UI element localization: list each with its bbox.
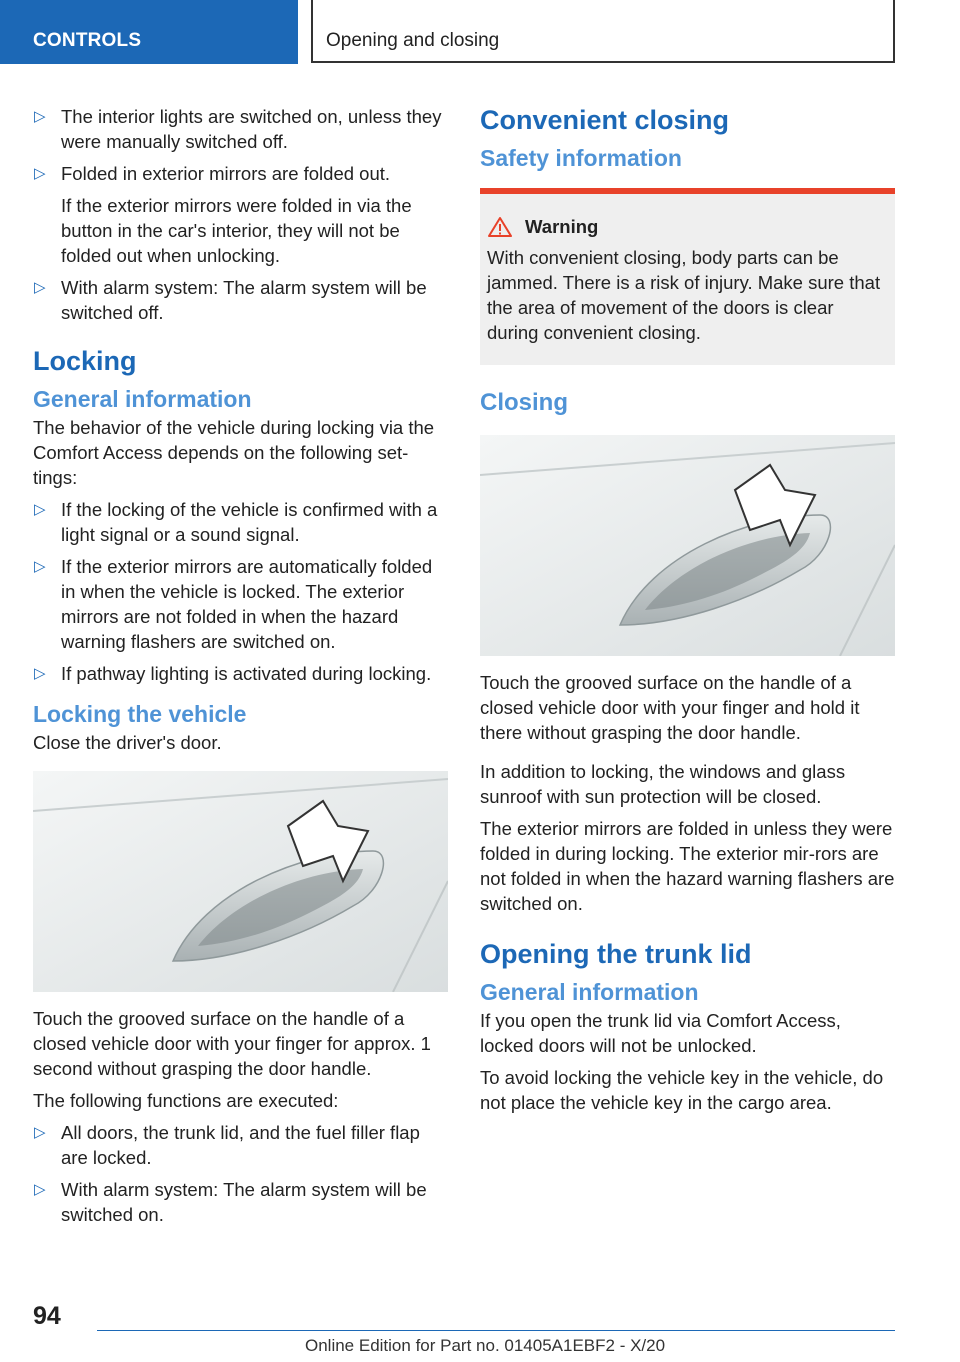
- trunk-general-heading: General information: [480, 979, 699, 1005]
- list-item: ▷ The interior lights are switched on, unless they were manually switched off.: [34, 106, 442, 152]
- footer-edition: Online Edition for Part no. 01405A1EBF2 - X/20: [305, 1336, 666, 1355]
- triangle-bullet-icon: ▷: [34, 108, 46, 125]
- locking-vehicle-text: Close the driver's door.: [33, 732, 222, 753]
- triangle-bullet-icon: ▷: [34, 665, 46, 682]
- triangle-bullet-icon: ▷: [34, 558, 46, 575]
- triangle-bullet-icon: ▷: [34, 501, 46, 518]
- closing-windows-text: In addition to locking, the windows and glass sunroof with sun protection will be closed.: [480, 761, 846, 807]
- right-column: [480, 104, 895, 1122]
- closing-heading: Closing: [480, 389, 568, 416]
- triangle-bullet-icon: ▷: [34, 1181, 46, 1198]
- trunk-text-2: To avoid locking the vehicle key in the vehicle, do not place the vehicle key in the cargo area.: [480, 1067, 884, 1113]
- touch-instruction: Touch the grooved surface on the handle of a closed vehicle door with your finger for approx. 1 second without grasping the door handle.: [33, 1008, 431, 1079]
- functions-intro: The following functions are executed:: [33, 1090, 339, 1111]
- safety-info-heading: Safety information: [480, 145, 682, 171]
- triangle-bullet-icon: ▷: [34, 279, 46, 296]
- warning-box: [480, 188, 895, 365]
- closing-touch-text: Touch the grooved surface on the handle of a closed vehicle door with your finger and hold it there without grasping the door handle.: [480, 672, 860, 743]
- warning-title: Warning: [525, 216, 599, 237]
- triangle-bullet-icon: ▷: [34, 1124, 46, 1141]
- footer-divider: [97, 1330, 895, 1331]
- list-item: ▷ Folded in exterior mirrors are folded out.: [34, 163, 391, 184]
- chapter-title: Opening and closing: [326, 30, 500, 51]
- section-label: CONTROLS: [33, 30, 142, 51]
- page-number: 94: [33, 1302, 61, 1330]
- general-info-heading: General information: [33, 386, 252, 412]
- list-item: ▷ If the exterior mirrors are automatically folded in when the vehicle is locked. The exterior mirrors are not folded in when the hazard warning flashers are switched on.: [34, 556, 433, 652]
- list-item: ▷ With alarm system: The alarm system will be switched off.: [34, 277, 427, 323]
- convenient-closing-heading: Convenient closing: [480, 105, 730, 135]
- triangle-bullet-icon: ▷: [34, 165, 46, 182]
- door-handle-illustration: [33, 771, 448, 992]
- trunk-heading: Opening the trunk lid: [480, 939, 752, 969]
- closing-mirrors-text: The exterior mirrors are folded in unless they were folded in during locking. The exterior mir-rors are not folded in when the hazard warning flashers are switched on.: [480, 818, 895, 914]
- warning-header: [487, 214, 889, 239]
- list-item: ▷ All doors, the trunk lid, and the fuel filler flap are locked.: [34, 1122, 420, 1168]
- left-column: [33, 104, 447, 1234]
- general-info-text: The behavior of the vehicle during locking via the Comfort Access depends on the following set-tings:: [33, 417, 435, 488]
- mirror-note: If the exterior mirrors were folded in via the button in the car's interior, they will not be folded out when unlocking.: [61, 195, 412, 266]
- list-item: ▷ If pathway lighting is activated during locking.: [34, 663, 432, 684]
- warning-text: With convenient closing, body parts can be jammed. There is a risk of injury. Make sure that the area of movement of the doors is clear during convenient closing.: [487, 247, 881, 343]
- chapter-header: [311, 0, 895, 63]
- trunk-text-1: If you open the trunk lid via Comfort Access, locked doors will not be unlocked.: [480, 1010, 841, 1056]
- list-item: ▷ With alarm system: The alarm system will be switched on.: [34, 1179, 427, 1225]
- locking-heading: Locking: [33, 346, 137, 376]
- list-item: ▷ If the locking of the vehicle is confirmed with a light signal or a sound signal.: [34, 499, 438, 545]
- section-tab: [0, 0, 298, 64]
- warning-triangle-icon: [487, 216, 513, 238]
- door-handle-illustration: [480, 435, 895, 656]
- locking-vehicle-heading: Locking the vehicle: [33, 701, 247, 727]
